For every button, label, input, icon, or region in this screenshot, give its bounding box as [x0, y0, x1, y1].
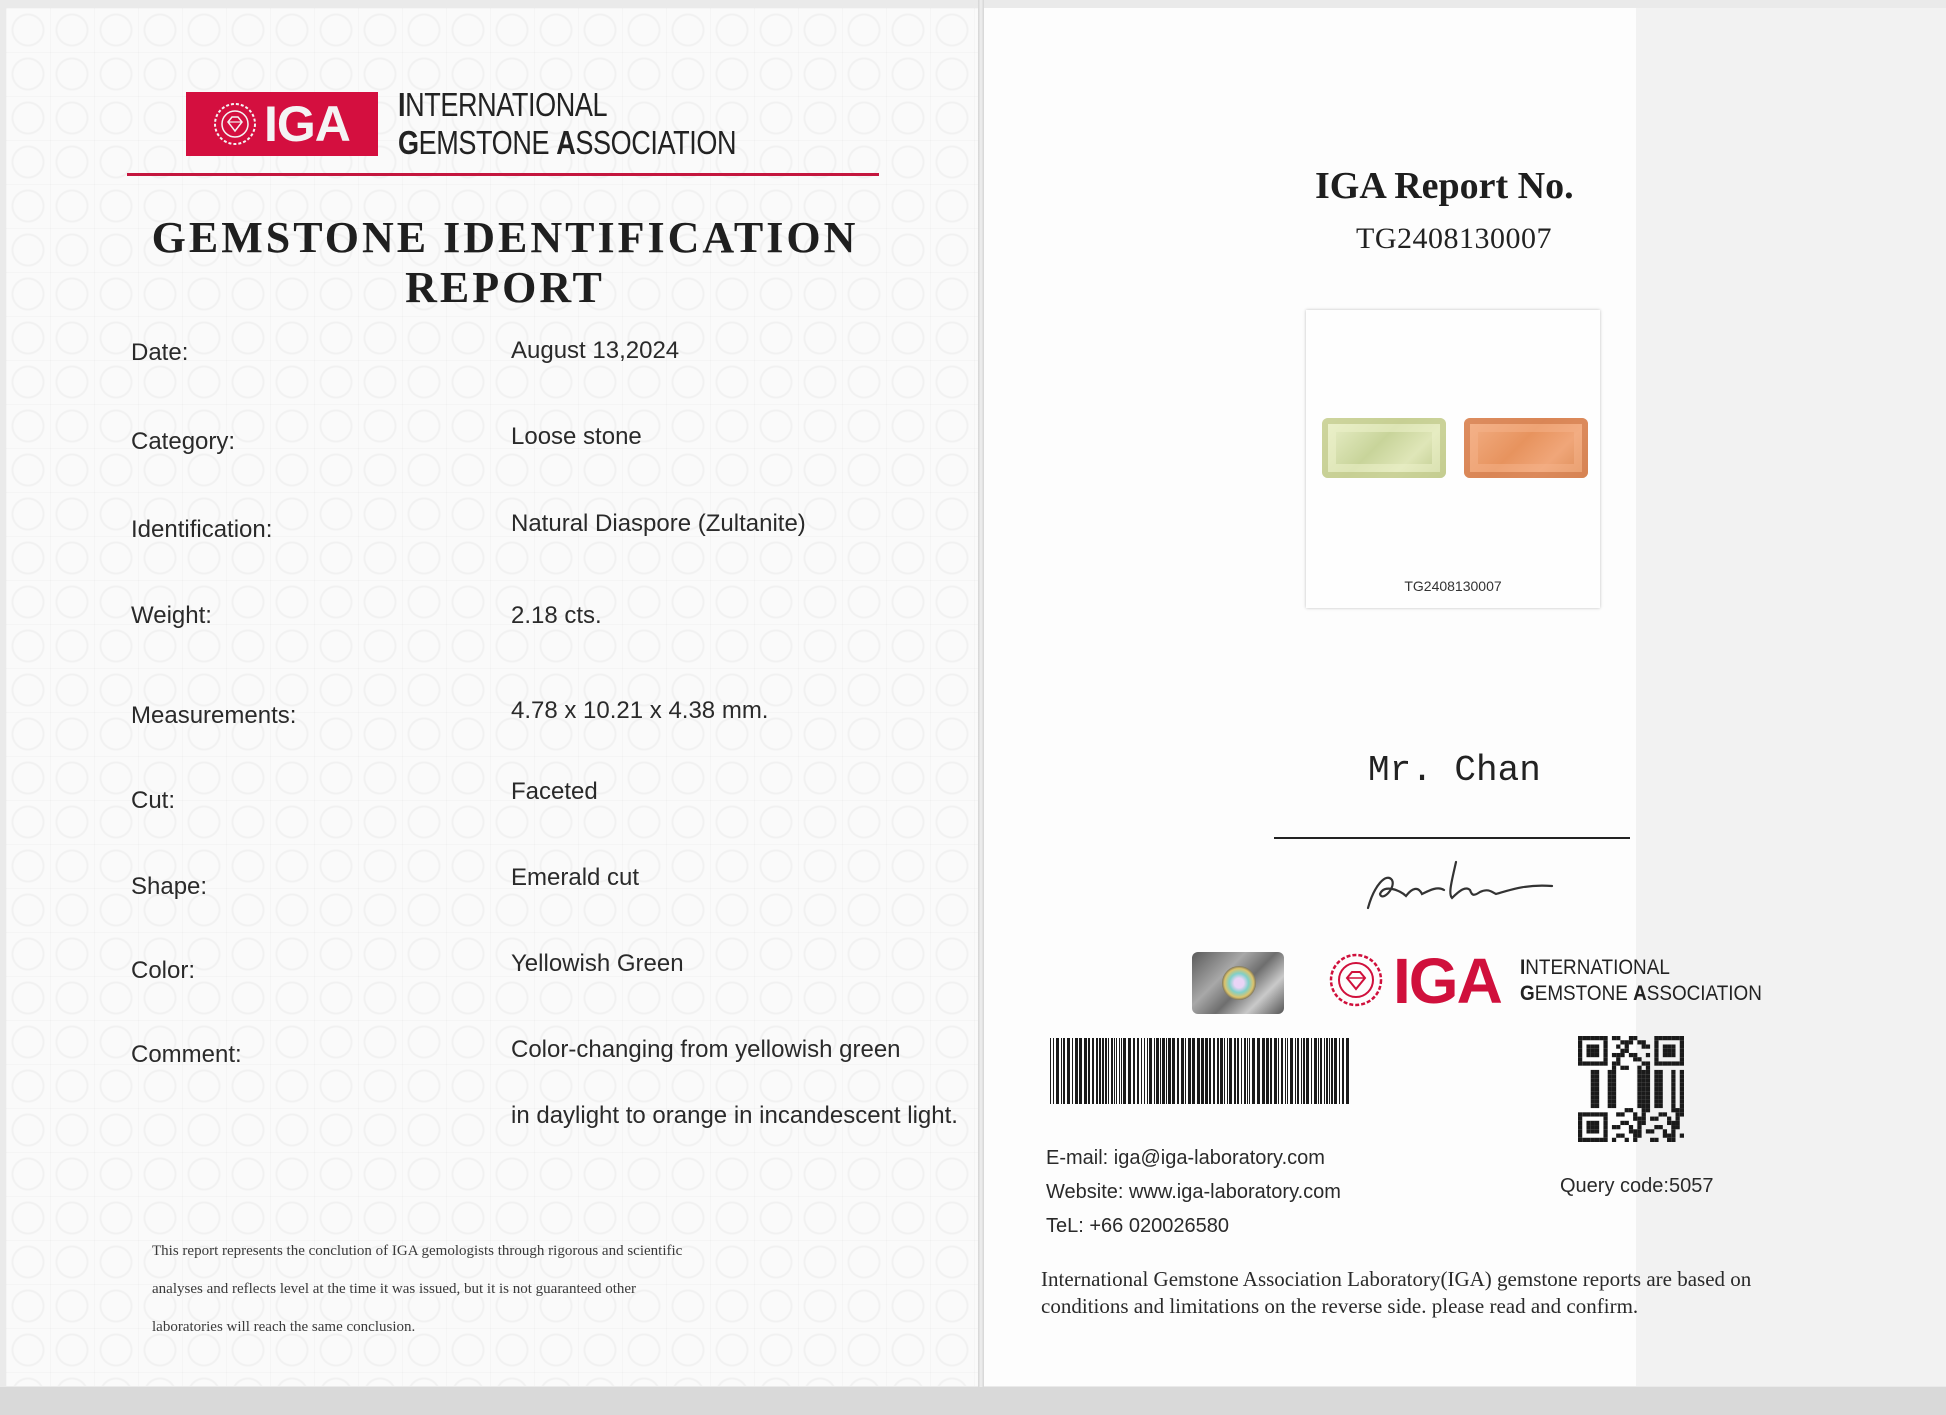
document-title: GEMSTONE IDENTIFICATION [151, 213, 859, 262]
iga-seal-icon [212, 101, 258, 147]
signature-line [1274, 837, 1630, 839]
contact-email: E-mail: iga@iga-laboratory.com [1046, 1147, 1325, 1169]
iga-logo-mark: IGA [1393, 945, 1501, 1017]
disclaimer-line: analyses and reflects level at the time it was issued, but it is not guaranteed other [152, 1281, 637, 1297]
hologram-seal-icon [1192, 952, 1284, 1014]
field-label-identification: Identification: [131, 516, 273, 543]
disclaimer-line: This report represents the conclution of IGA gemologists through rigorous and scientific [152, 1243, 683, 1259]
field-label-weight: Weight: [131, 602, 212, 629]
footer-line: conditions and limitations on the reverse side. please read and confirm. [1041, 1294, 1639, 1318]
query-code: Query code:5057 [1560, 1175, 1714, 1197]
logo-line-international: INTERNATIONAL [1520, 956, 1670, 979]
field-label-date: Date: [131, 339, 189, 366]
gemstone-orange [1464, 418, 1588, 478]
field-label-measurements: Measurements: [131, 702, 297, 729]
iga-logo [186, 92, 378, 156]
iga-seal-icon [1328, 952, 1384, 1008]
logo-mark: IGA [264, 96, 350, 152]
field-value-date: August 13,2024 [511, 337, 680, 364]
field-value-shape: Emerald cut [511, 864, 640, 891]
disclaimer [152, 1232, 872, 1346]
gemstone-green [1322, 418, 1446, 478]
logo-line-international: INTERNATIONAL [398, 86, 608, 123]
field-label-category: Category: [131, 428, 236, 455]
page-fold [978, 0, 984, 1415]
barcode [1050, 1038, 1356, 1104]
field-value-measurements: 4.78 x 10.21 x 4.38 mm. [511, 697, 769, 724]
footer-note [1041, 1266, 1881, 1320]
logo-line-gemstone-association: GEMSTONE ASSOCIATION [1520, 982, 1762, 1005]
footer-line: International Gemstone Association Laboratory(IGA) gemstone reports are based on [1041, 1267, 1752, 1291]
field-value-cut: Faceted [511, 778, 598, 805]
field-label-cut: Cut: [131, 787, 176, 814]
field-value-color: Yellowish Green [511, 950, 684, 977]
header-rule [127, 173, 879, 176]
bottom-edge [0, 1387, 1946, 1415]
report-number-heading: IGA Report No. [1315, 165, 1574, 207]
document-title-line2: REPORT [405, 263, 605, 312]
field-label-color: Color: [131, 957, 196, 984]
field-value-identification: Natural Diaspore (Zultanite) [511, 510, 806, 537]
field-value-weight: 2.18 cts. [511, 602, 602, 629]
field-value-comment-line2: in daylight to orange in incandescent light. [511, 1102, 958, 1129]
field-value-category: Loose stone [511, 423, 642, 450]
signer-name: Mr. Chan [1368, 750, 1541, 791]
gemstone-photo [1306, 310, 1600, 608]
contact-website: Website: www.iga-laboratory.com [1046, 1181, 1341, 1203]
contact-phone: TeL: +66 020026580 [1046, 1215, 1229, 1237]
report-number: TG2408130007 [1356, 222, 1552, 255]
photo-report-code: TG2408130007 [1404, 578, 1502, 594]
logo-line-gemstone-association: GEMSTONE ASSOCIATION [398, 124, 737, 161]
disclaimer-line: laboratories will reach the same conclusion. [152, 1319, 416, 1335]
field-value-comment: Color-changing from yellowish green [511, 1036, 901, 1063]
field-label-shape: Shape: [131, 873, 208, 900]
qr-code [1578, 1036, 1684, 1142]
field-label-comment: Comment: [131, 1041, 242, 1068]
handwritten-signature [1360, 850, 1570, 920]
